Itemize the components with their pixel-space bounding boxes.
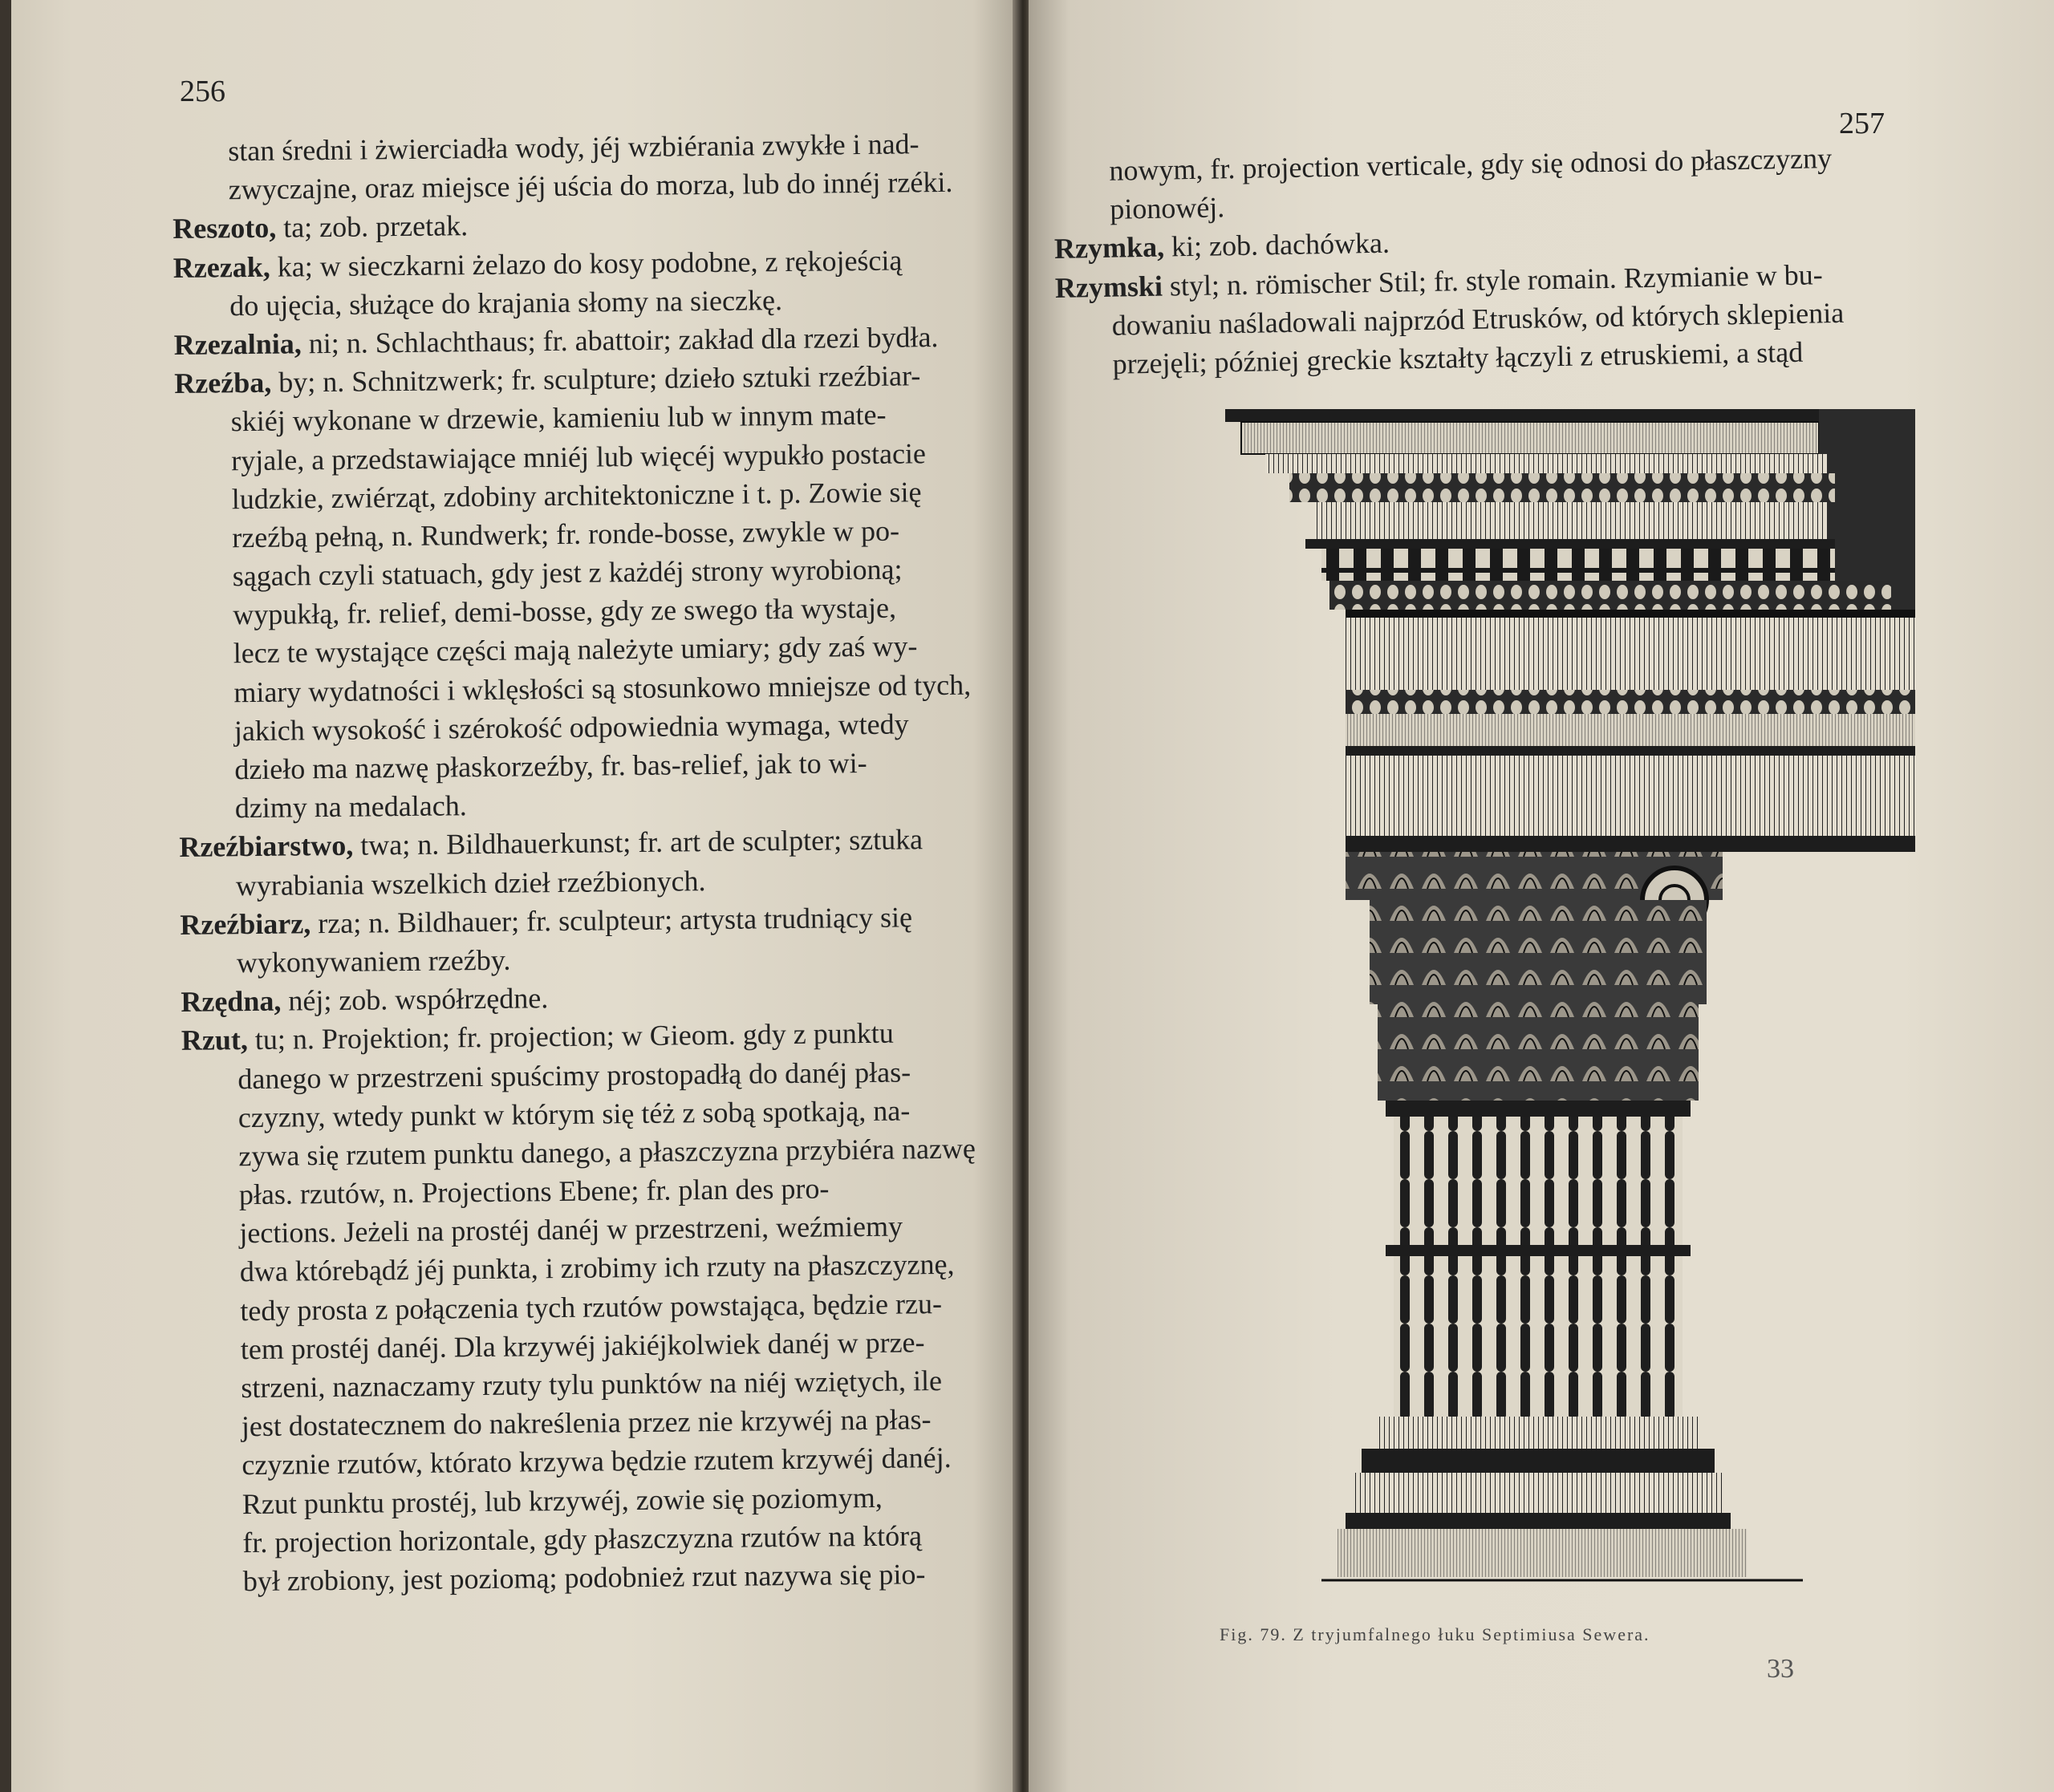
entry-text: rzeźbą pełną, n. Rundwerk; fr. ronde-bosse, zwykle w po- bbox=[232, 514, 900, 554]
entry-text: wypukłą, fr. relief, demi-bosse, gdy ze swego tła wystaje, bbox=[233, 591, 897, 631]
entry-text: tem prostéj danéj. Dla krzywéj jakiéjkolwiek danéj w prze- bbox=[240, 1326, 925, 1365]
entry-headword: Rzezak, bbox=[173, 250, 270, 284]
entry-text: pionowéj. bbox=[1109, 191, 1225, 225]
entry-text: by; n. Schnitzwerk; fr. sculpture; dzieło sztuki rzeźbiar- bbox=[271, 359, 921, 399]
entry-headword: Rzut, bbox=[181, 1024, 249, 1057]
entry-text: zwyczajne, oraz miejsce jéj uścia do morza, lub do innéj rzéki. bbox=[228, 165, 953, 206]
entry-headword: Rzezalnia, bbox=[173, 327, 302, 361]
entry-text: ki; zob. dachówka. bbox=[1163, 227, 1390, 263]
entry-text: twa; n. Bildhauerkunst; fr. art de sculpter; sztuka bbox=[353, 823, 923, 862]
entry-headword: Reszoto, bbox=[173, 212, 277, 245]
entry-headword: Rzeźbiarstwo, bbox=[179, 829, 354, 864]
entry-headword: Rzymski bbox=[1054, 270, 1163, 304]
entry-text: dzimy na medalach. bbox=[234, 789, 467, 825]
entry-text: rza; n. Bildhauer; fr. sculpteur; artysta trudniący się bbox=[311, 901, 913, 939]
entry-text: czyzny, wtedy punkt w którym się téż z sobą spotkają, na- bbox=[237, 1094, 911, 1133]
entry-text: danego w przestrzeni spuścimy prostopadłą do danéj płas- bbox=[237, 1055, 911, 1095]
entry-text: ta; zob. przetak. bbox=[275, 209, 469, 245]
left-page-text bbox=[172, 124, 1021, 1601]
entry-text: nowym, fr. projection verticale, gdy się odnosi do płaszczyzny bbox=[1109, 142, 1833, 187]
entry-text: sągach czyli statuach, gdy jest z każdéj strony wyrobioną; bbox=[232, 553, 903, 593]
entry-text: wykonywaniem rzeźby. bbox=[236, 943, 511, 979]
entry-text: wyrabiania wszelkich dzieł rzeźbionych. bbox=[235, 864, 706, 902]
entry-headword: Rzeźba, bbox=[174, 366, 272, 400]
entry-text: stan średni i żwierciadła wody, jéj wzbiérania zwykłe i nad- bbox=[228, 128, 919, 168]
entry-text: ka; w sieczkarni żelazo do kosy podobne, z rękojeścią bbox=[270, 244, 903, 283]
entry-text: dowaniu naśladowali najprzód Etrusków, od których sklepienia bbox=[1111, 296, 1845, 342]
entry-text: ludzkie, zwiérząt, zdobiny architektoniczne i t. p. Zowie się bbox=[231, 475, 922, 515]
entry-text: tedy prosta z połączenia tych rzutów powstająca, będzie rzu- bbox=[240, 1287, 943, 1327]
entry-text: dwa którebądź jéj punkta, i zrobimy ich rzuty na płaszczyznę, bbox=[239, 1248, 955, 1288]
entry-text: styl; n. römischer Stil; fr. style romain. Rzymianie w bu- bbox=[1162, 257, 1824, 302]
text-line bbox=[187, 1554, 1021, 1601]
right-page bbox=[1029, 0, 2054, 1792]
page-number: 257 bbox=[1839, 107, 1885, 140]
entry-text: był zrobiony, jest poziomą; podobnież rzut nazywa się pio- bbox=[242, 1558, 926, 1598]
figure-caption: Fig. 79. Z tryjumfalnego łuku Septimiusa Sewera. bbox=[1220, 1624, 1650, 1644]
entry-text: lecz te wystające części mają należyte umiary; gdy zaś wy- bbox=[233, 630, 918, 670]
entry-text: fr. projection horizontale, gdy płaszczyzna rzutów na którą bbox=[242, 1519, 923, 1559]
entry-text: zywa się rzutem punktu danego, a płaszczyzna przybiéra nazwę bbox=[238, 1132, 976, 1173]
page-number: 256 bbox=[180, 75, 225, 108]
entry-text: ni; n. Schlachthaus; fr. abattoir; zakład dla rzezi bydła. bbox=[301, 320, 939, 360]
printer-signature: 33 bbox=[1767, 1654, 1794, 1684]
entry-text: jections. Jeżeli na prostéj danéj w przestrzeni, weźmiemy bbox=[239, 1210, 903, 1250]
entry-headword: Rzymka, bbox=[1053, 230, 1165, 266]
entry-headword: Rzędna, bbox=[181, 984, 282, 1019]
right-page-text bbox=[1053, 137, 1919, 384]
entry-text: przejęli; później greckie kształty łączyli z etruskiemi, a stąd bbox=[1112, 335, 1804, 380]
entry-text: do ujęcia, służące do krajania słomy na sieczkę. bbox=[229, 283, 783, 322]
entry-text: dzieło ma nazwę płaskorzeźby, fr. bas-relief, jak to wi- bbox=[234, 746, 867, 786]
book-edge bbox=[0, 0, 11, 1792]
entry-text: néj; zob. współrzędne. bbox=[281, 982, 549, 1017]
entry-text: skiéj wykonane w drzewie, kamieniu lub w innym mate- bbox=[230, 399, 887, 438]
entry-text: płas. rzutów, n. Projections Ebene; fr. plan des pro- bbox=[238, 1172, 830, 1211]
corinthian-entablature-engraving bbox=[1225, 409, 1915, 1636]
entry-text: jest dostatecznem do nakreślenia przez nie krzywéj na płas- bbox=[241, 1403, 932, 1443]
entry-text: strzeni, naznaczamy rzuty tylu punktów na niéj wziętych, ile bbox=[241, 1364, 943, 1405]
left-page bbox=[11, 0, 1024, 1792]
entry-text: jakich wysokość i szérokość odpowiednia wymaga, wtedy bbox=[233, 707, 909, 748]
entry-text: tu; n. Projektion; fr. projection; w Gieom. gdy z punktu bbox=[247, 1016, 894, 1056]
entry-text: Rzut punktu prostéj, lub krzywéj, zowie się poziomym, bbox=[242, 1481, 883, 1520]
entry-headword: Rzeźbiarz, bbox=[180, 906, 311, 941]
entry-text: ryjale, a przedstawiające mniéj lub więcéj wypukło postacie bbox=[231, 436, 927, 476]
entry-text: czyznie rzutów, którato krzywa będzie rzutem krzywéj danéj. bbox=[242, 1441, 952, 1482]
entry-text: miary wydatności i wklęsłości są stosunkowo mniejsze od tych, bbox=[233, 668, 972, 708]
